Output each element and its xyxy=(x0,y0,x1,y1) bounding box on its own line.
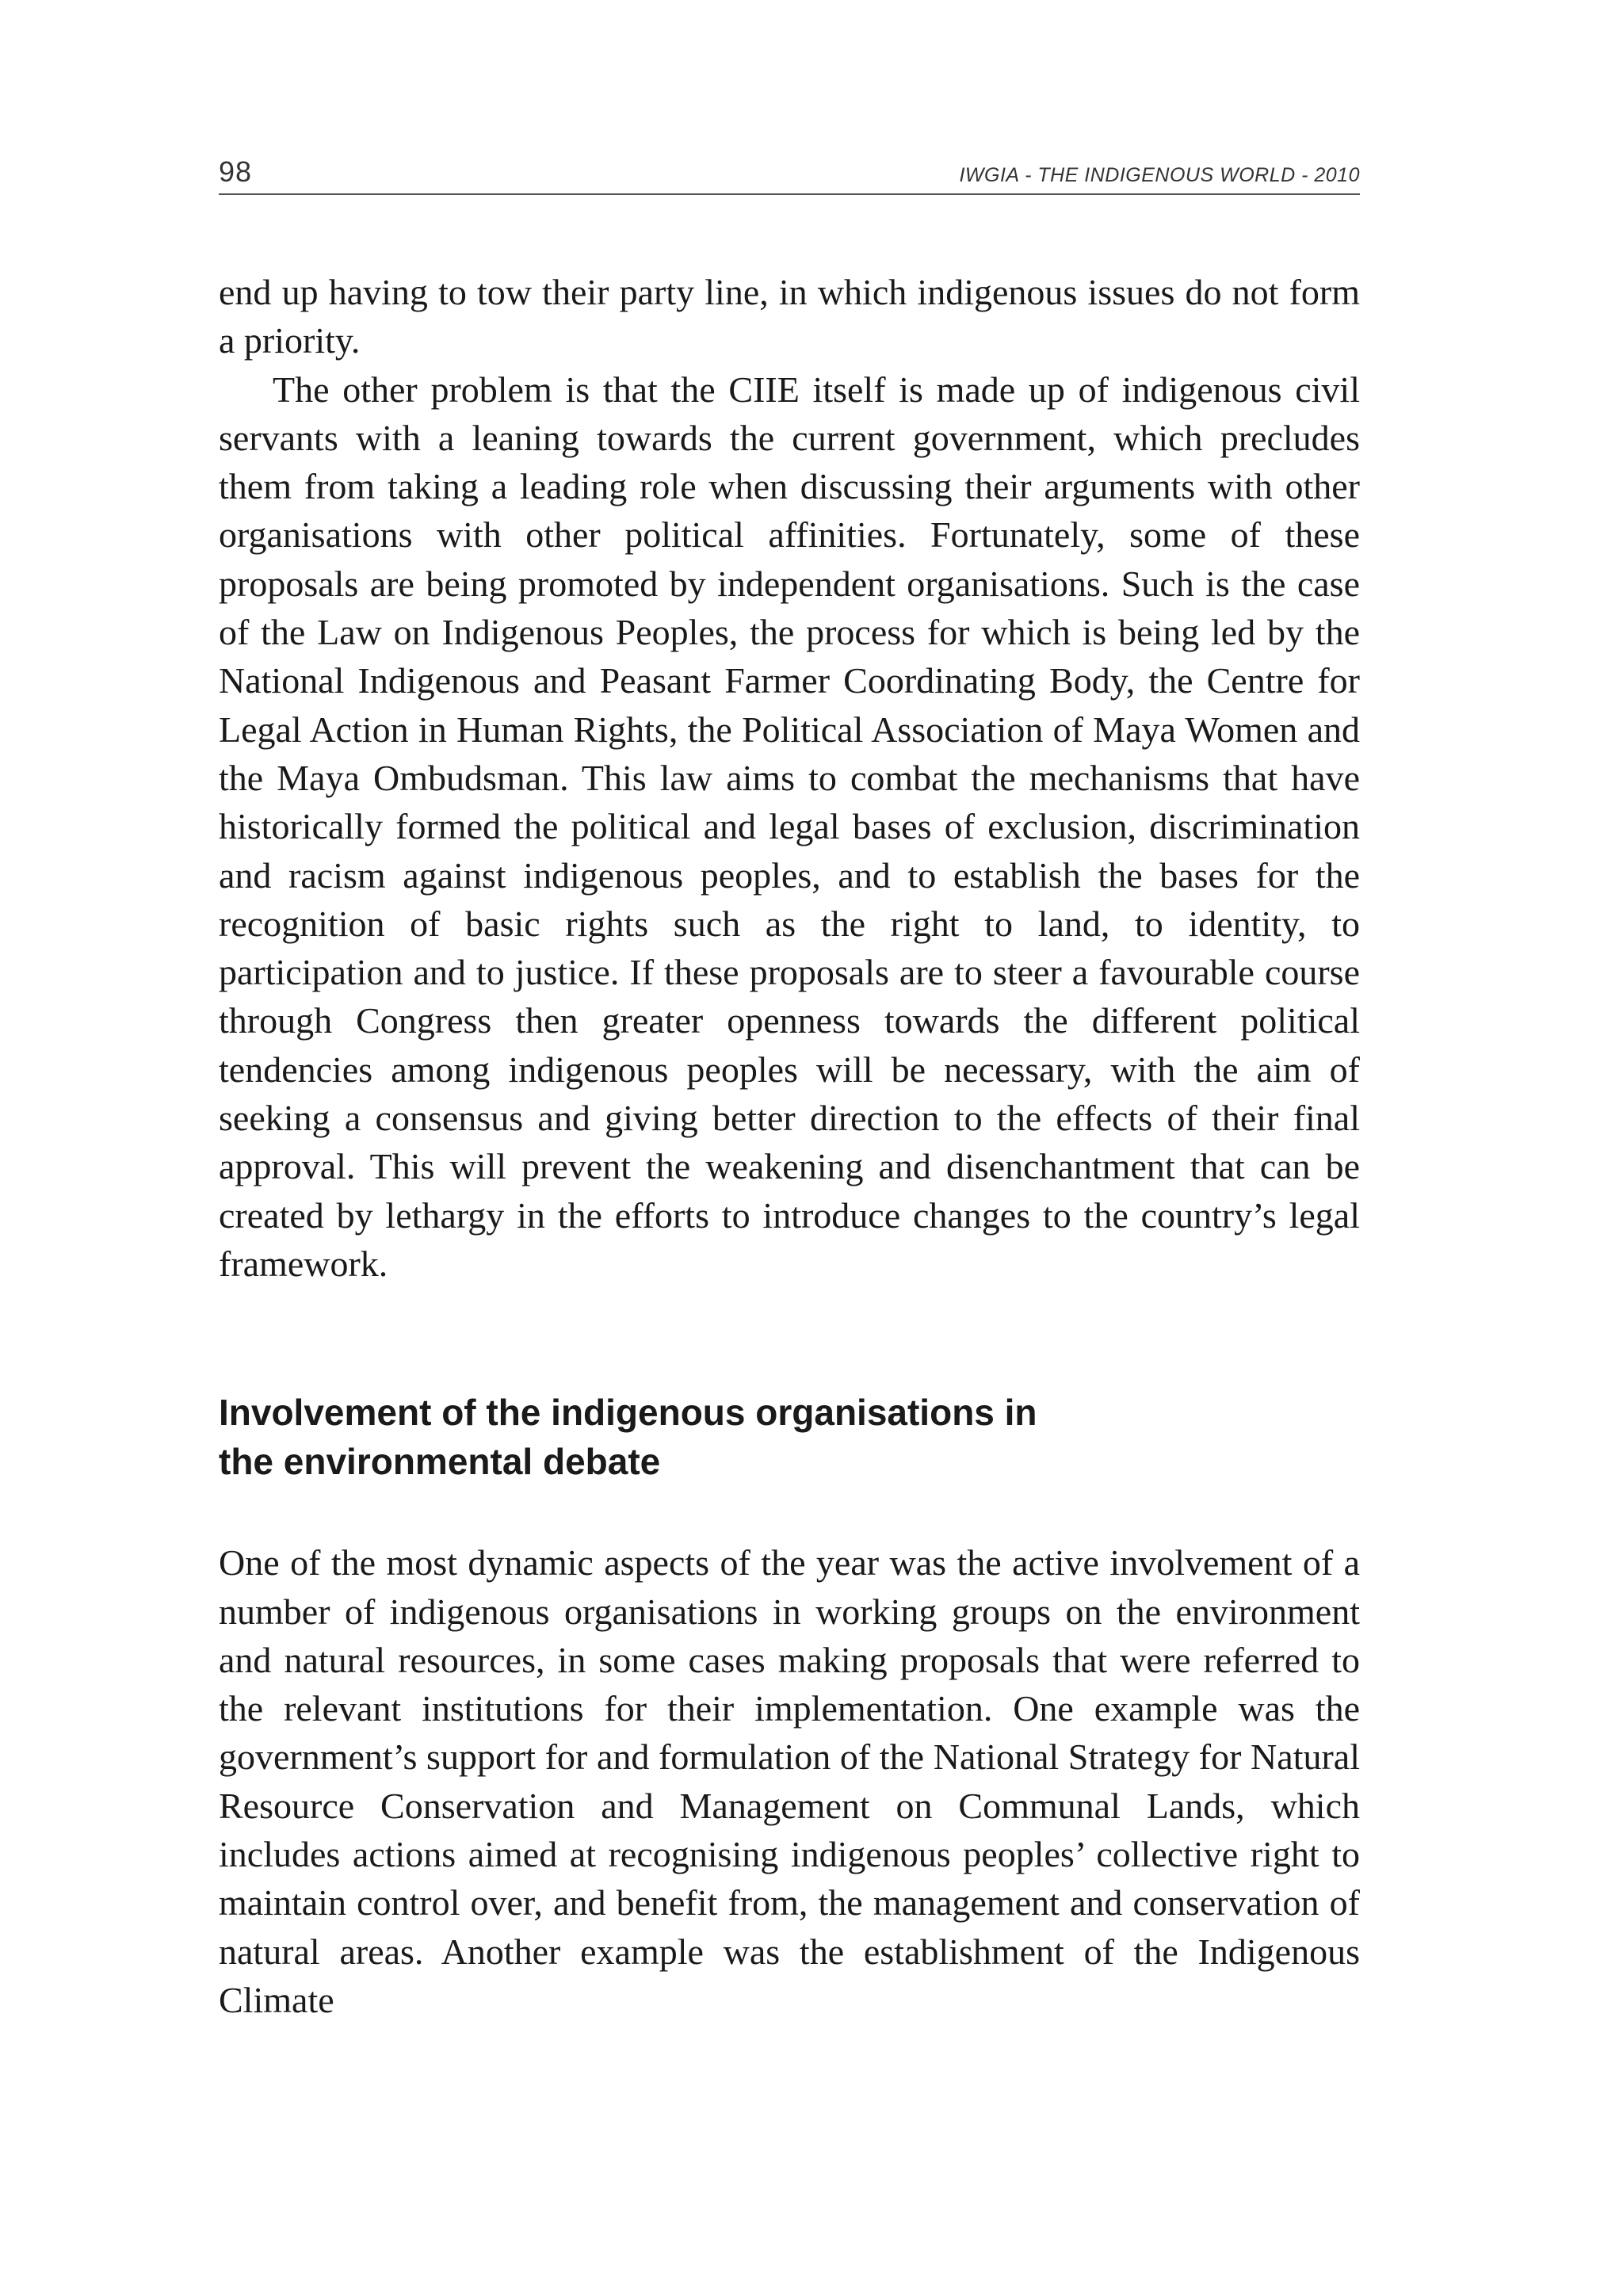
page-body xyxy=(219,268,1360,2024)
section-heading xyxy=(219,1388,1360,1486)
body-paragraph-ciie: The other problem is that the CIIE itself is made up of indigenous civil servants with a leaning towards the current government, which precludes them from taking a leading role when discussing their arguments with other organisations with other political affinities. Fortunately, some of these proposals are being promoted by independent organisations. Such is the case of the Law on Indigenous Peoples, the process for which is being led by the National Indigenous and Peasant Farmer Coordinating Body, the Centre for Legal Action in Human Rights, the Political Association of Maya Women and the Maya Ombudsman. This law aims to combat the mechanisms that have historically formed the political and legal bases of exclusion, discrimination and racism against indigenous peoples, and to establish the bases for the recognition of basic rights such as the right to land, to identity, to participation and to justice. If these proposals are to steer a favourable course through Congress then greater openness towards the different political tendencies among indigenous peoples will be necessary, with the aim of seeking a consensus and giving better direction to the effects of their final approval. This will prevent the weakening and disenchantment that can be created by lethargy in the efforts to introduce changes to the country’s legal framework. xyxy=(219,369,1360,1284)
section-heading-line-2: the environmental debate xyxy=(219,1441,661,1483)
section-heading-line-1: Involvement of the indigenous organisations in xyxy=(219,1392,1037,1434)
running-title: IWGIA - THE INDIGENOUS WORLD - 2010 xyxy=(959,164,1360,186)
page-number: 98 xyxy=(219,155,253,188)
body-paragraph-continued: end up having to tow their party line, in which indigenous issues do not form a priority. xyxy=(219,272,1360,361)
body-paragraph-environment: One of the most dynamic aspects of the year was the active involvement of a number of indigenous organisations in working groups on the environment and natural resources, in some cases making proposals that were referred to the relevant institutions for their implementation. One example was the government’s support for and formulation of the National Strategy for Natural Resource Conservation and Management on Communal Lands, which includes actions aimed at recognising indigenous peoples’ collective right to maintain control over, and benefit from, the management and conservation of natural areas. Another example was the establishment of the Indigenous Climate xyxy=(219,1542,1360,2020)
running-head xyxy=(219,149,1360,195)
